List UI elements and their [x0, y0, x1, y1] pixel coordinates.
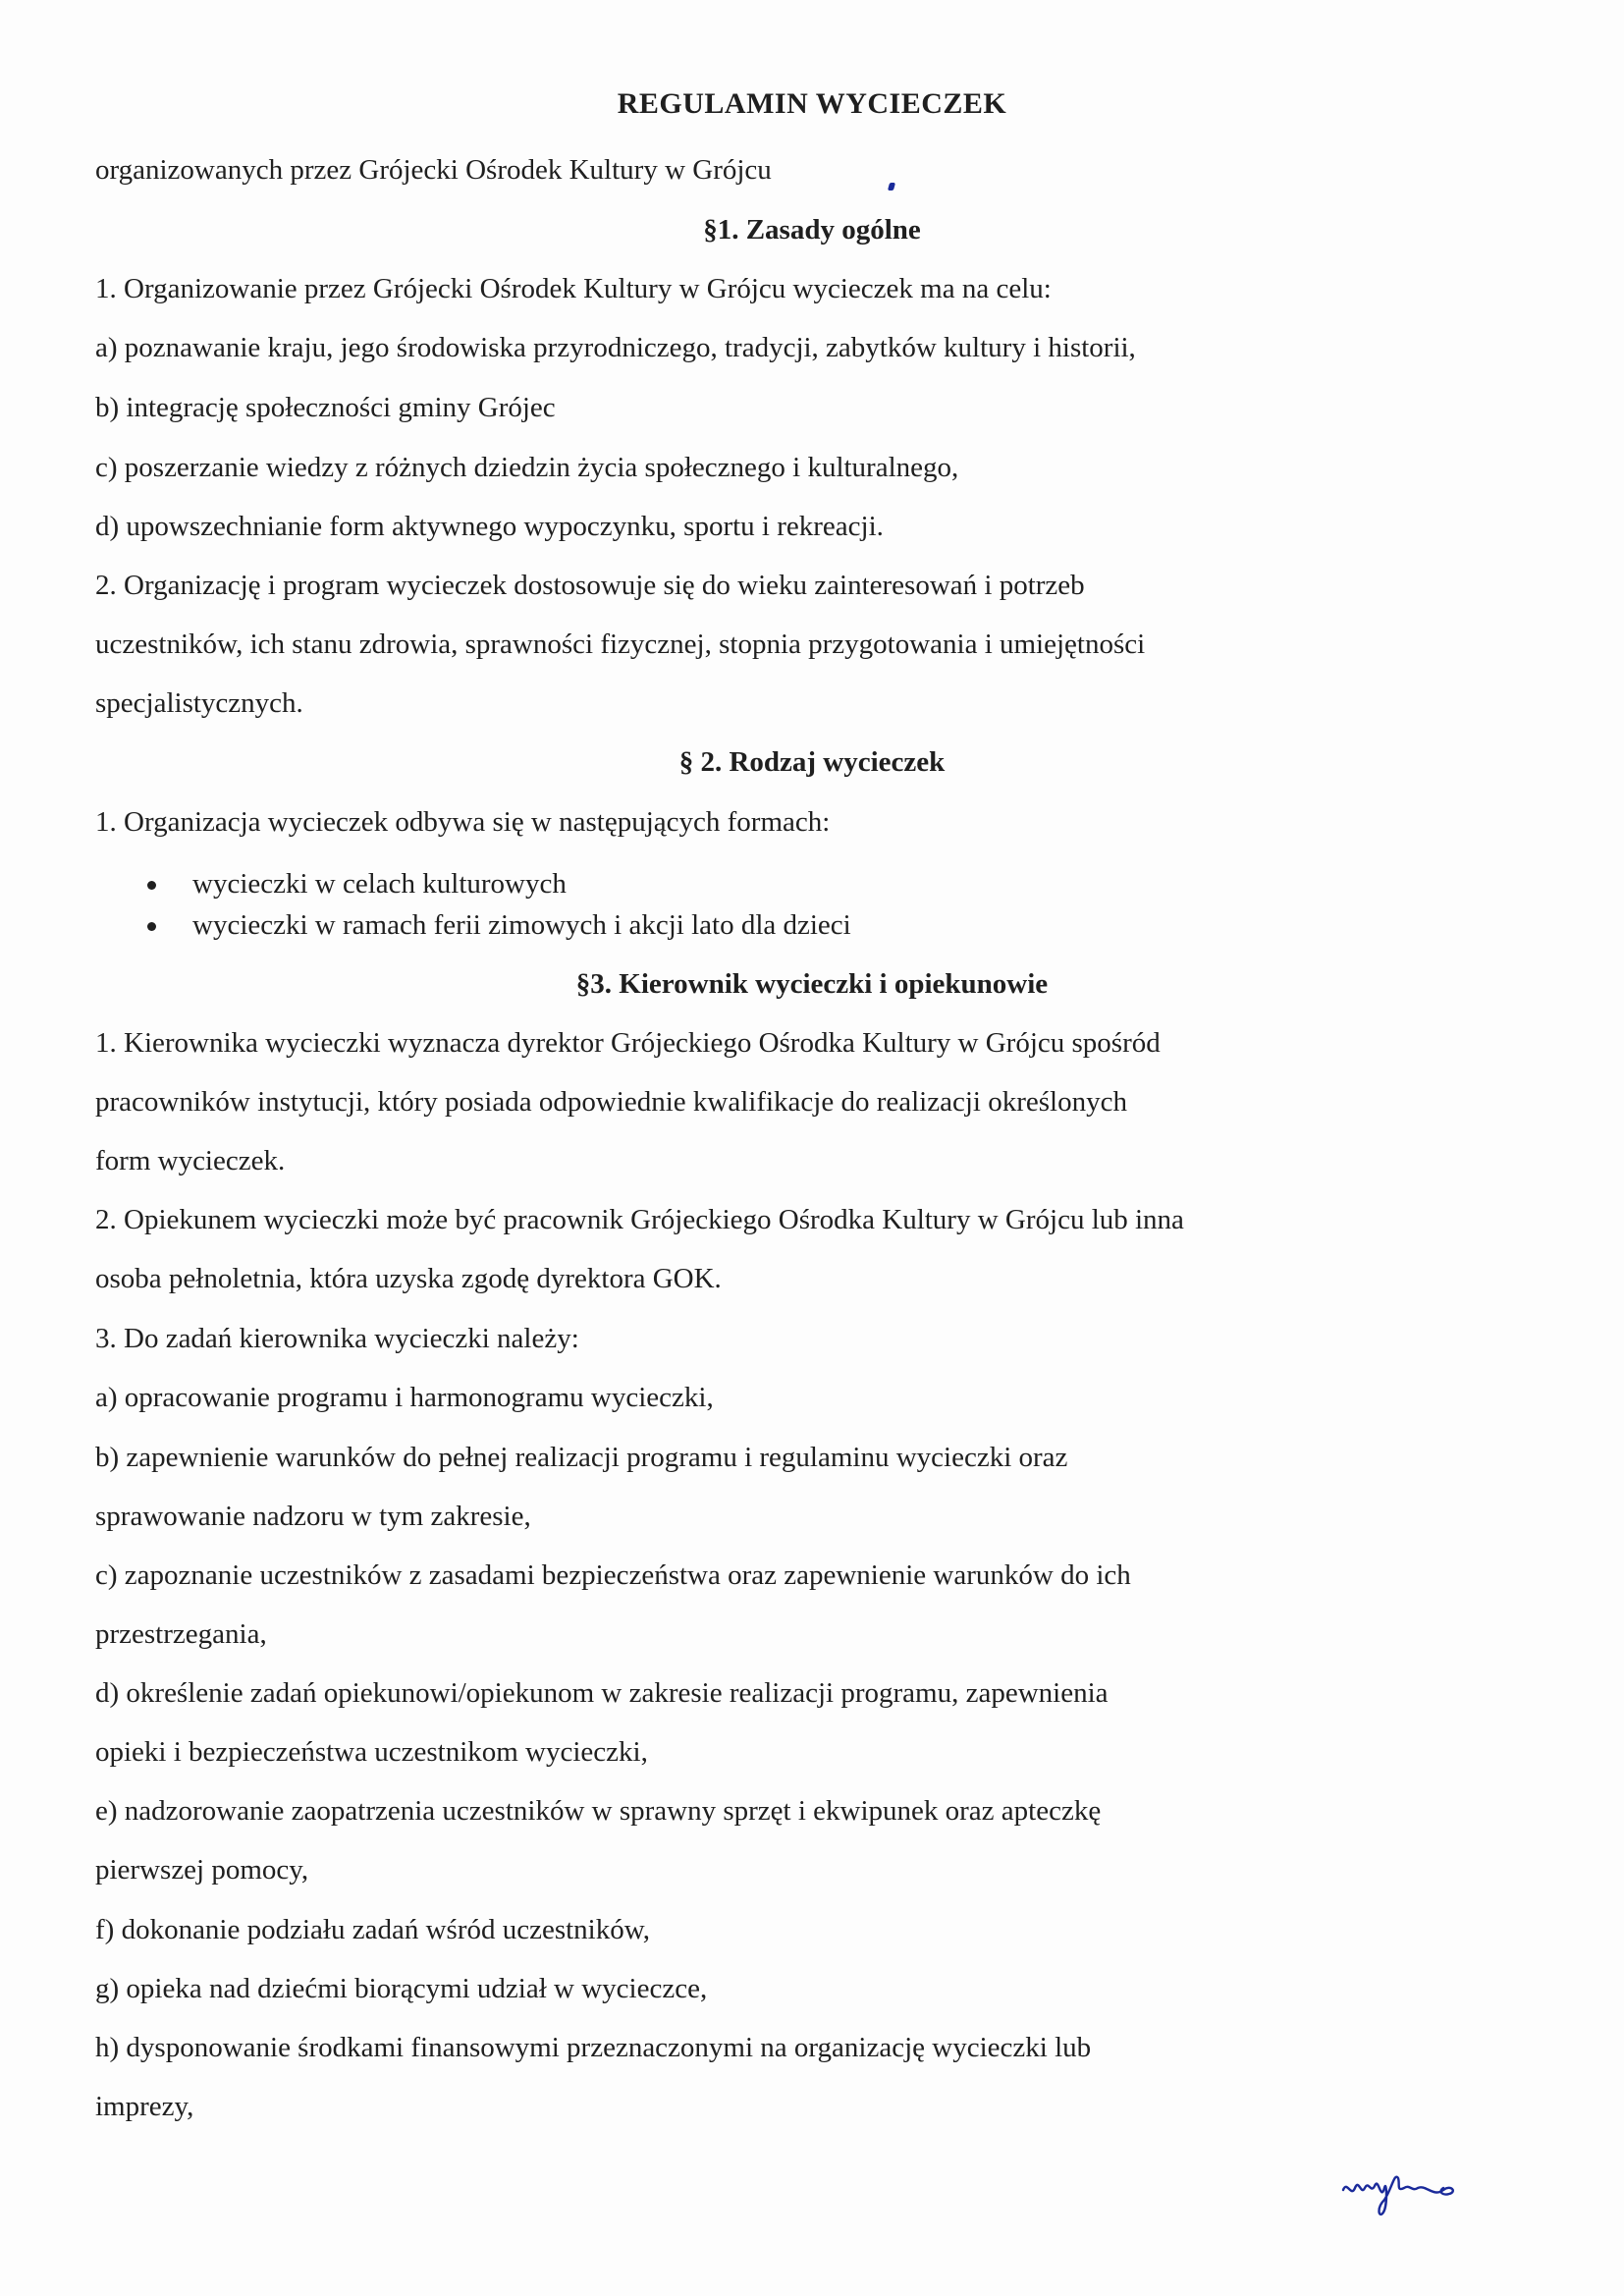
section-3-line: f) dokonanie podziału zadań wśród uczestników,: [95, 1914, 651, 1945]
section-3-line: g) opieka nad dziećmi biorącymi udział w wycieczce,: [95, 1973, 708, 2004]
section-1-line: 1. Organizowanie przez Grójecki Ośrodek Kultury w Grójcu wycieczek ma na celu:: [95, 273, 1052, 304]
section-3-line: c) zapoznanie uczestników z zasadami bezpieczeństwa oraz zapewnienie warunków do ich: [95, 1559, 1131, 1591]
section-1-heading: §1. Zasady ogólne: [703, 214, 921, 246]
section-3-line: osoba pełnoletnia, która uzyska zgodę dyrektora GOK.: [95, 1263, 722, 1294]
section-3-line: a) opracowanie programu i harmonogramu wycieczki,: [95, 1382, 714, 1413]
section-3-line: 1. Kierownika wycieczki wyznacza dyrektor Grójeckiego Ośrodka Kultury w Grójcu spośród: [95, 1027, 1161, 1059]
section-3-line: przestrzegania,: [95, 1618, 267, 1650]
section-3-line: pierwszej pomocy,: [95, 1854, 309, 1886]
section-1-line: c) poszerzanie wiedzy z różnych dziedzin życia społecznego i kulturalnego,: [95, 452, 959, 483]
list-item-text: wycieczki w celach kulturowych: [192, 868, 567, 900]
section-3-line: 3. Do zadań kierownika wycieczki należy:: [95, 1323, 579, 1354]
section-1-line: specjalistycznych.: [95, 687, 303, 719]
section-3-line: pracowników instytucji, który posiada odpowiednie kwalifikacje do realizacji określonych: [95, 1086, 1127, 1118]
section-3-heading: §3. Kierownik wycieczki i opiekunowie: [575, 968, 1049, 1000]
section-3-line: imprezy,: [95, 2091, 194, 2122]
signature-icon: [1335, 2159, 1463, 2217]
section-3-line: b) zapewnienie warunków do pełnej realizacji programu i regulaminu wycieczki oraz: [95, 1442, 1068, 1473]
section-1-line: d) upowszechnianie form aktywnego wypoczynku, sportu i rekreacji.: [95, 511, 884, 542]
document-title: REGULAMIN WYCIECZEK: [617, 87, 1007, 120]
section-3-line: h) dysponowanie środkami finansowymi przeznaczonymi na organizację wycieczki lub: [95, 2032, 1092, 2063]
section-3-line: form wycieczek.: [95, 1145, 286, 1176]
section-2-line: 1. Organizacja wycieczek odbywa się w następujących formach:: [95, 806, 831, 838]
section-3-line: sprawowanie nadzoru w tym zakresie,: [95, 1501, 531, 1532]
section-3-line: e) nadzorowanie zaopatrzenia uczestników w sprawny sprzęt i ekwipunek oraz apteczkę: [95, 1795, 1102, 1827]
section-1-line: 2. Organizację i program wycieczek dostosowuje się do wieku zainteresowań i potrzeb: [95, 570, 1085, 601]
bullet-icon: [147, 922, 156, 931]
ink-mark-icon: [888, 183, 895, 191]
section-3-line: opieki i bezpieczeństwa uczestnikom wycieczki,: [95, 1736, 648, 1768]
section-2-heading: § 2. Rodzaj wycieczek: [678, 746, 946, 778]
list-item-text: wycieczki w ramach ferii zimowych i akcji lato dla dzieci: [192, 909, 851, 941]
section-1-line: a) poznawanie kraju, jego środowiska przyrodniczego, tradycji, zabytków kultury i historii,: [95, 332, 1136, 363]
section-3-line: 2. Opiekunem wycieczki może być pracownik Grójeckiego Ośrodka Kultury w Grójcu lub inna: [95, 1204, 1184, 1235]
section-3-line: d) określenie zadań opiekunowi/opiekunom w zakresie realizacji programu, zapewnienia: [95, 1677, 1109, 1709]
section-1-line: uczestników, ich stanu zdrowia, sprawności fizycznej, stopnia przygotowania i umiejętności: [95, 629, 1146, 660]
bullet-icon: [147, 881, 156, 890]
section-1-line: b) integrację społeczności gminy Grójec: [95, 392, 556, 423]
document-subtitle: organizowanych przez Grójecki Ośrodek Kultury w Grójcu: [95, 154, 772, 186]
